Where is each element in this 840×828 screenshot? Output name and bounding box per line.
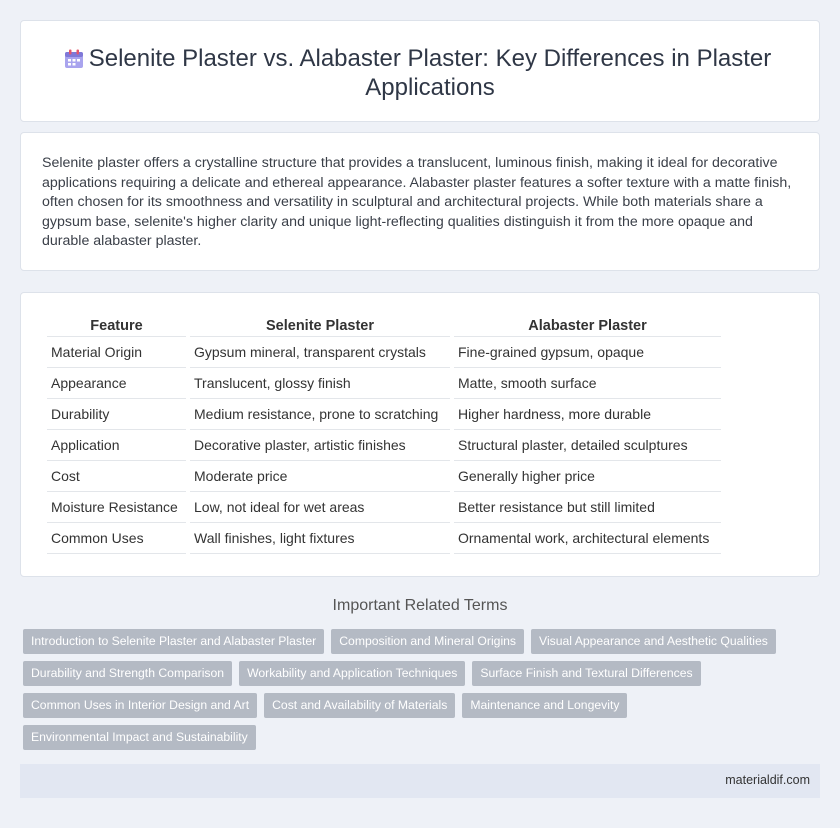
tag-row — [23, 661, 803, 693]
related-term-tag[interactable]: Maintenance and Longevity — [462, 693, 627, 718]
selenite-cell: Low, not ideal for wet areas — [190, 492, 450, 523]
table-row — [47, 461, 721, 492]
column-header-selenite: Selenite Plaster — [190, 313, 450, 337]
alabaster-cell: Matte, smooth surface — [454, 368, 721, 399]
related-term-tag[interactable]: Environmental Impact and Sustainability — [23, 725, 256, 750]
tag-row — [23, 629, 803, 661]
intro-paragraph: Selenite plaster offers a crystalline structure that provides a translucent, luminous finish, making it ideal for decorative applications requiring a delicate and ethereal appearance. Alabaster plaster features a softer texture with a matte finish, often chosen for its smoothness and versatility in sculptural and architectural projects. While both materials share a gypsum base, selenite's higher clarity and unique light-reflecting qualities distinguish it from the more opaque and durable alabaster plaster. — [42, 155, 792, 250]
related-term-tag[interactable]: Cost and Availability of Materials — [264, 693, 455, 718]
table-row — [47, 492, 721, 523]
related-term-tag[interactable]: Surface Finish and Textural Differences — [472, 661, 700, 686]
alabaster-cell: Ornamental work, architectural elements — [454, 523, 721, 554]
related-terms-list — [23, 629, 803, 757]
related-term-tag[interactable]: Visual Appearance and Aesthetic Qualities — [531, 629, 776, 654]
table-row — [47, 368, 721, 399]
page-title: Selenite Plaster vs. Alabaster Plaster: Key Differences in Plaster Applications — [88, 45, 772, 101]
alabaster-cell: Fine-grained gypsum, opaque — [454, 337, 721, 368]
feature-cell: Appearance — [47, 368, 186, 399]
column-header-alabaster: Alabaster Plaster — [454, 313, 721, 337]
related-term-tag[interactable]: Workability and Application Techniques — [239, 661, 465, 686]
feature-cell: Cost — [47, 461, 186, 492]
related-term-tag[interactable]: Durability and Strength Comparison — [23, 661, 232, 686]
selenite-cell: Decorative plaster, artistic finishes — [190, 430, 450, 461]
table-row — [47, 523, 721, 554]
table-header-row — [47, 313, 721, 337]
feature-cell: Common Uses — [47, 523, 186, 554]
selenite-cell: Translucent, glossy finish — [190, 368, 450, 399]
feature-cell: Moisture Resistance — [47, 492, 186, 523]
alabaster-cell: Higher hardness, more durable — [454, 399, 721, 430]
related-term-tag[interactable]: Composition and Mineral Origins — [331, 629, 524, 654]
selenite-cell: Moderate price — [190, 461, 450, 492]
intro-card — [20, 132, 820, 271]
alabaster-cell: Better resistance but still limited — [454, 492, 721, 523]
feature-cell: Material Origin — [47, 337, 186, 368]
table-row — [47, 430, 721, 461]
feature-cell: Application — [47, 430, 186, 461]
site-link[interactable]: materialdif.com — [725, 773, 810, 787]
tag-row — [23, 693, 803, 725]
alabaster-cell: Generally higher price — [454, 461, 721, 492]
comparison-card — [20, 292, 820, 577]
header-card — [20, 20, 820, 122]
related-term-tag[interactable]: Introduction to Selenite Plaster and Alabaster Plaster — [23, 629, 324, 654]
related-terms-heading: Important Related Terms — [332, 597, 508, 614]
selenite-cell: Gypsum mineral, transparent crystals — [190, 337, 450, 368]
feature-cell: Durability — [47, 399, 186, 430]
alabaster-cell: Structural plaster, detailed sculptures — [454, 430, 721, 461]
footer — [20, 764, 820, 798]
selenite-cell: Wall finishes, light fixtures — [190, 523, 450, 554]
table-row — [47, 337, 721, 368]
comparison-table — [43, 313, 725, 554]
related-term-tag[interactable]: Common Uses in Interior Design and Art — [23, 693, 257, 718]
column-header-feature: Feature — [47, 313, 186, 337]
table-row — [47, 399, 721, 430]
selenite-cell: Medium resistance, prone to scratching — [190, 399, 450, 430]
tag-row — [23, 725, 803, 757]
